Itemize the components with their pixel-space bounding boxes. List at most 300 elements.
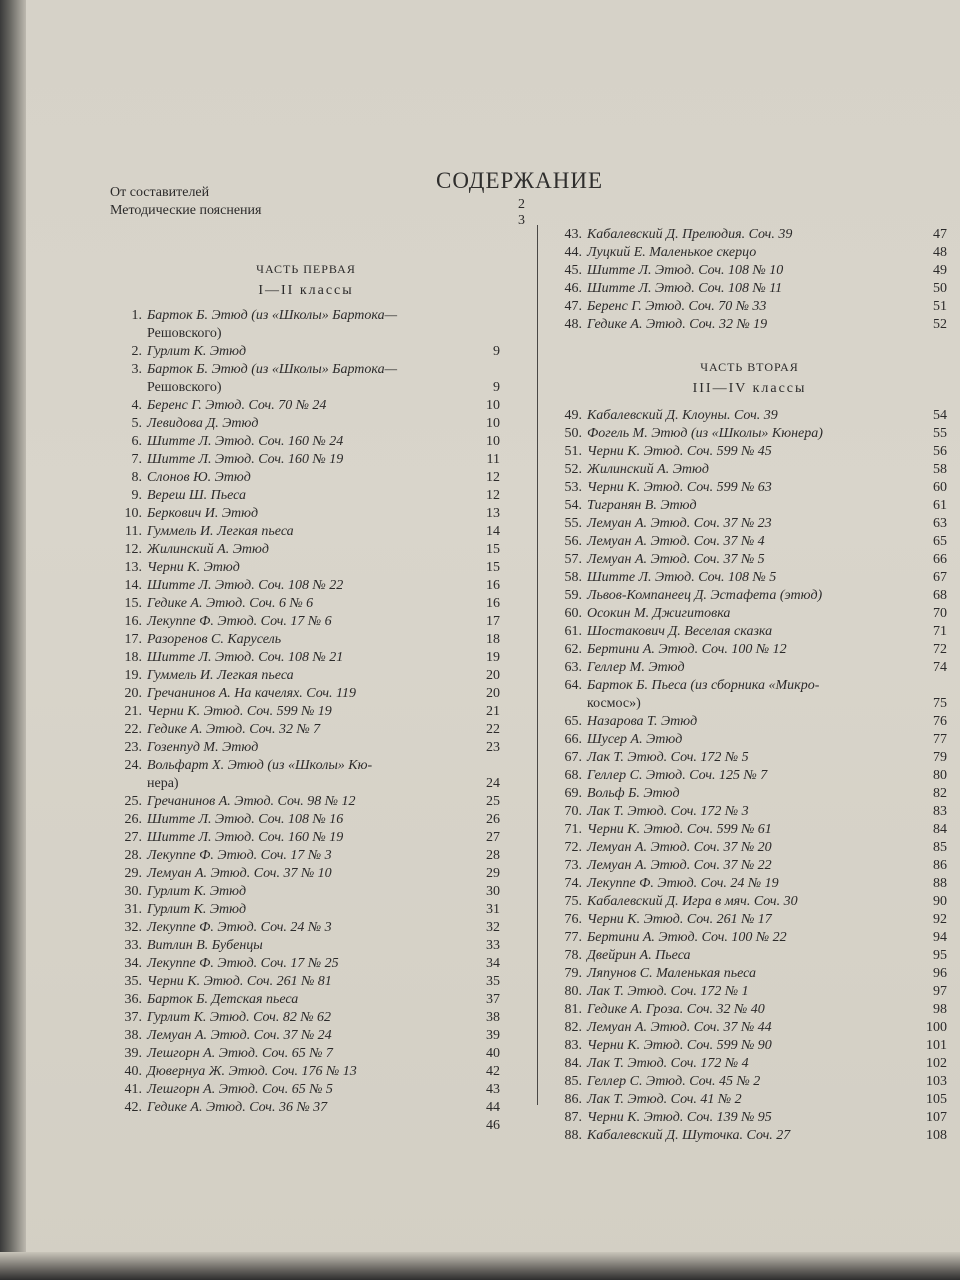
toc-entry-title: Лемуан А. Этюд. Соч. 37 № 5 bbox=[587, 552, 765, 567]
toc-entry bbox=[112, 865, 500, 883]
toc-entry-page: 13 bbox=[486, 506, 500, 521]
page-bottom-edge bbox=[0, 1252, 960, 1280]
toc-entry-page: 35 bbox=[486, 974, 500, 989]
toc-entry-number: 81. bbox=[564, 1002, 582, 1017]
toc-entry-page: 21 bbox=[486, 704, 500, 719]
toc-entry bbox=[552, 569, 947, 587]
toc-entry bbox=[112, 343, 500, 361]
toc-entry bbox=[112, 577, 500, 595]
toc-entry-number: 77. bbox=[564, 930, 582, 945]
toc-entry-page: 75 bbox=[933, 696, 947, 711]
toc-entry-page: 105 bbox=[926, 1092, 947, 1107]
toc-entry-title: Лак Т. Этюд. Соч. 41 № 2 bbox=[587, 1092, 742, 1107]
toc-entry bbox=[552, 785, 947, 803]
toc-entry bbox=[112, 667, 500, 685]
toc-entry bbox=[112, 703, 500, 721]
toc-entry-page: 100 bbox=[926, 1020, 947, 1035]
toc-entry-page: 12 bbox=[486, 488, 500, 503]
toc-entry bbox=[112, 487, 500, 505]
toc-entry-title: Лемуан А. Этюд. Соч. 37 № 23 bbox=[587, 516, 772, 531]
toc-entry bbox=[112, 847, 500, 865]
toc-entry-number: 14. bbox=[124, 578, 142, 593]
toc-entry-number: 69. bbox=[564, 786, 582, 801]
toc-entry bbox=[552, 515, 947, 533]
toc-entry-number: 19. bbox=[124, 668, 142, 683]
toc-entry bbox=[552, 983, 947, 1001]
toc-entry-page: 9 bbox=[493, 344, 500, 359]
front-item-label: От составителей bbox=[110, 185, 210, 200]
toc-entry bbox=[552, 767, 947, 785]
toc-entry-number: 85. bbox=[564, 1074, 582, 1089]
toc-entry-title: Вольф Б. Этюд bbox=[587, 786, 680, 801]
toc-entry-page: 27 bbox=[486, 830, 500, 845]
toc-entry-page: 86 bbox=[933, 858, 947, 873]
toc-entry bbox=[552, 1073, 947, 1091]
front-matter bbox=[110, 184, 525, 228]
toc-entry bbox=[112, 361, 500, 397]
toc-entry-number: 64. bbox=[564, 678, 582, 693]
toc-entry-page: 11 bbox=[486, 452, 500, 467]
toc-entry-title: Лак Т. Этюд. Соч. 172 № 4 bbox=[587, 1056, 749, 1071]
toc-entry-number: 3. bbox=[131, 362, 142, 377]
toc-entry bbox=[112, 649, 500, 667]
toc-entry-page: 33 bbox=[486, 938, 500, 953]
toc-entry-page: 17 bbox=[486, 614, 500, 629]
toc-entry-page: 9 bbox=[493, 380, 500, 395]
toc-entry-page: 42 bbox=[486, 1064, 500, 1079]
toc-entry-page: 72 bbox=[933, 642, 947, 657]
toc-entry-page: 61 bbox=[933, 498, 947, 513]
toc-entry-number: 45. bbox=[564, 263, 582, 278]
toc-entry-title: Гедике А. Этюд. Соч. 36 № 37 bbox=[147, 1100, 328, 1115]
toc-entry-number: 31. bbox=[124, 902, 142, 917]
toc-entry-title: Гурлит К. Этюд bbox=[147, 902, 247, 917]
toc-entry-number: 39. bbox=[124, 1046, 142, 1061]
toc-entry-page: 76 bbox=[933, 714, 947, 729]
toc-entry-number: 58. bbox=[564, 570, 582, 585]
toc-entry bbox=[112, 469, 500, 487]
toc-entry bbox=[552, 407, 947, 425]
toc-entry-page: 47 bbox=[933, 227, 947, 242]
toc-entry bbox=[552, 316, 947, 334]
toc-entry-number: 44. bbox=[564, 245, 582, 260]
toc-entry bbox=[552, 461, 947, 479]
toc-entry-number: 11. bbox=[125, 524, 142, 539]
toc-entry-page: 60 bbox=[933, 480, 947, 495]
toc-entry-title: Барток Б. Детская пьеса bbox=[147, 992, 299, 1007]
toc-entry bbox=[112, 919, 500, 937]
toc-entry-title: Шитте Л. Этюд. Соч. 108 № 21 bbox=[147, 650, 344, 665]
toc-entry-number: 38. bbox=[124, 1028, 142, 1043]
toc-entry bbox=[112, 595, 500, 613]
toc-entry-number: 71. bbox=[564, 822, 582, 837]
toc-entry-page: 48 bbox=[933, 245, 947, 260]
toc-entry-number: 37. bbox=[124, 1010, 142, 1025]
toc-entry-number: 29. bbox=[124, 866, 142, 881]
toc-entry bbox=[112, 1063, 500, 1081]
toc-entry-number: 6. bbox=[131, 434, 142, 449]
toc-entry-title: Осокин М. Джигитовка bbox=[587, 606, 731, 621]
toc-entry-title: Беркович И. Этюд bbox=[147, 506, 259, 521]
toc-entry-title: Лекуппе Ф. Этюд. Соч. 17 № 25 bbox=[147, 956, 339, 971]
toc-entry-number: 49. bbox=[564, 408, 582, 423]
toc-entry-number: 47. bbox=[564, 299, 582, 314]
toc-entry-page: 88 bbox=[933, 876, 947, 891]
toc-entry-title: Разоренов С. Карусель bbox=[147, 632, 282, 647]
toc-entry-number: 62. bbox=[564, 642, 582, 657]
toc-entry-number: 20. bbox=[124, 686, 142, 701]
toc-entry-page: 43 bbox=[486, 1082, 500, 1097]
toc-entry-number: 65. bbox=[564, 714, 582, 729]
toc-entry-title: Левидова Д. Этюд bbox=[147, 416, 259, 431]
page-edge-shadow bbox=[0, 0, 26, 1280]
toc-entry-title: Лак Т. Этюд. Соч. 172 № 5 bbox=[587, 750, 749, 765]
toc-entry-title: Беренс Г. Этюд. Соч. 70 № 24 bbox=[147, 398, 327, 413]
toc-entry-title: Двейрин А. Пьеса bbox=[587, 948, 691, 963]
toc-entry-number: 78. bbox=[564, 948, 582, 963]
toc-entry-page: 66 bbox=[933, 552, 947, 567]
toc-entry-page: 95 bbox=[933, 948, 947, 963]
toc-entry-title: Гозенпуд М. Этюд bbox=[147, 740, 259, 755]
toc-entry-title: Черни К. Этюд. Соч. 139 № 95 bbox=[587, 1110, 772, 1125]
toc-entry-page: 82 bbox=[933, 786, 947, 801]
toc-entry-page: 40 bbox=[486, 1046, 500, 1061]
toc-entry-number: 87. bbox=[564, 1110, 582, 1125]
toc-entry-page: 90 bbox=[933, 894, 947, 909]
toc-entry bbox=[552, 731, 947, 749]
part-one-list bbox=[112, 307, 500, 1135]
toc-entry-title: Шитте Л. Этюд. Соч. 108 № 10 bbox=[587, 263, 784, 278]
toc-entry-title: Гречанинов А. На качелях. Соч. 119 bbox=[147, 686, 357, 701]
toc-entry bbox=[112, 559, 500, 577]
toc-entry-page: 85 bbox=[933, 840, 947, 855]
toc-entry-page: 96 bbox=[933, 966, 947, 981]
toc-entry-number: 2. bbox=[131, 344, 142, 359]
toc-entry-title: Гедике А. Этюд. Соч. 32 № 7 bbox=[147, 722, 321, 737]
toc-entry-title: Бертини А. Этюд. Соч. 100 № 22 bbox=[587, 930, 787, 945]
toc-entry-page: 65 bbox=[933, 534, 947, 549]
toc-entry-number: 56. bbox=[564, 534, 582, 549]
toc-entry-page: 108 bbox=[926, 1128, 947, 1143]
toc-entry bbox=[112, 1081, 500, 1099]
toc-entry-page: 56 bbox=[933, 444, 947, 459]
toc-entry-page: 29 bbox=[486, 866, 500, 881]
toc-entry-title: Черни К. Этюд. Соч. 599 № 45 bbox=[587, 444, 772, 459]
toc-entry-number: 16. bbox=[124, 614, 142, 629]
toc-entry bbox=[112, 541, 500, 559]
toc-entry-page: 20 bbox=[486, 686, 500, 701]
toc-entry-number: 24. bbox=[124, 758, 142, 773]
toc-entry-title: Черни К. Этюд bbox=[147, 560, 240, 575]
toc-entry-number: 43. bbox=[564, 227, 582, 242]
toc-entry-title: Ляпунов С. Маленькая пьеса bbox=[587, 966, 756, 981]
toc-entry-number: 4. bbox=[131, 398, 142, 413]
toc-entry-page: 77 bbox=[933, 732, 947, 747]
toc-entry-title: Лак Т. Этюд. Соч. 172 № 1 bbox=[587, 984, 749, 999]
toc-entry-number: 75. bbox=[564, 894, 582, 909]
toc-entry-number: 25. bbox=[124, 794, 142, 809]
toc-entry-number: 33. bbox=[124, 938, 142, 953]
toc-entry-page: 46 bbox=[486, 1118, 500, 1133]
toc-entry-title: Черни К. Этюд. Соч. 599 № 19 bbox=[147, 704, 332, 719]
toc-entry-page: 22 bbox=[486, 722, 500, 737]
toc-entry bbox=[112, 397, 500, 415]
toc-entry-page: 103 bbox=[926, 1074, 947, 1089]
toc-entry-page: 38 bbox=[486, 1010, 500, 1025]
toc-entry-title: Барток Б. Пьеса (из сборника «Микро- bbox=[587, 678, 820, 693]
toc-entry-title: Витлин В. Бубенцы bbox=[147, 938, 263, 953]
toc-entry bbox=[552, 803, 947, 821]
toc-entry bbox=[552, 965, 947, 983]
toc-entry bbox=[112, 901, 500, 919]
toc-entry-title: Лешгорн А. Этюд. Соч. 65 № 5 bbox=[147, 1082, 333, 1097]
column-divider bbox=[537, 225, 538, 1105]
toc-entry-page: 14 bbox=[486, 524, 500, 539]
toc-entry-page: 34 bbox=[486, 956, 500, 971]
toc-entry bbox=[552, 641, 947, 659]
toc-entry-title: Кабалевский Д. Игра в мяч. Соч. 30 bbox=[587, 894, 798, 909]
toc-entry bbox=[552, 1001, 947, 1019]
toc-entry bbox=[552, 893, 947, 911]
toc-entry-title: Гедике А. Гроза. Соч. 32 № 40 bbox=[587, 1002, 765, 1017]
toc-entry-title: Тигранян В. Этюд bbox=[587, 498, 697, 513]
toc-entry bbox=[552, 533, 947, 551]
toc-entry bbox=[112, 793, 500, 811]
toc-entry-page: 102 bbox=[926, 1056, 947, 1071]
toc-entry-title: Гуммель И. Легкая пьеса bbox=[147, 668, 294, 683]
toc-entry bbox=[112, 883, 500, 901]
toc-entry-number: 79. bbox=[564, 966, 582, 981]
toc-entry bbox=[552, 605, 947, 623]
toc-entry bbox=[552, 749, 947, 767]
toc-entry-number: 59. bbox=[564, 588, 582, 603]
toc-entry bbox=[552, 677, 947, 713]
toc-entry-number: 34. bbox=[124, 956, 142, 971]
toc-entry-title: Вереш Ш. Пьеса bbox=[147, 488, 247, 503]
toc-entry-number: 41. bbox=[124, 1082, 142, 1097]
toc-entry-title: Луцкий Е. Маленькое скерцо bbox=[587, 245, 757, 260]
toc-entry-page: 19 bbox=[486, 650, 500, 665]
toc-entry-number: 23. bbox=[124, 740, 142, 755]
toc-entry bbox=[112, 1045, 500, 1063]
toc-entry bbox=[112, 739, 500, 757]
toc-entry-page: 15 bbox=[486, 560, 500, 575]
toc-entry bbox=[552, 947, 947, 965]
toc-entry bbox=[552, 226, 947, 244]
toc-entry-title: Дювернуа Ж. Этюд. Соч. 176 № 13 bbox=[147, 1064, 357, 1079]
toc-entry-number: 5. bbox=[131, 416, 142, 431]
toc-entry bbox=[112, 433, 500, 451]
toc-entry-page: 70 bbox=[933, 606, 947, 621]
toc-entry bbox=[552, 911, 947, 929]
toc-entry-title: Вольфарт Х. Этюд (из «Школы» Кю- bbox=[147, 758, 373, 773]
toc-entry-page: 30 bbox=[486, 884, 500, 899]
toc-entry-title: Черни К. Этюд. Соч. 261 № 17 bbox=[587, 912, 772, 927]
toc-entry-number: 72. bbox=[564, 840, 582, 855]
toc-entry-page: 58 bbox=[933, 462, 947, 477]
toc-entry-page: 107 bbox=[926, 1110, 947, 1125]
toc-entry bbox=[112, 307, 500, 343]
toc-entry-page: 83 bbox=[933, 804, 947, 819]
toc-entry-page: 98 bbox=[933, 1002, 947, 1017]
toc-entry-title: Лешгорн А. Этюд. Соч. 65 № 7 bbox=[147, 1046, 333, 1061]
toc-entry-title: Жилинский А. Этюд bbox=[587, 462, 709, 477]
toc-entry bbox=[112, 451, 500, 469]
toc-entry-page: 12 bbox=[486, 470, 500, 485]
toc-entry-title: Назарова Т. Этюд bbox=[587, 714, 698, 729]
toc-entry-page: 16 bbox=[486, 578, 500, 593]
toc-entry-page: 37 bbox=[486, 992, 500, 1007]
toc-entry-title: Барток Б. Этюд (из «Школы» Бартока— bbox=[147, 362, 398, 377]
toc-entry-title: Шостакович Д. Веселая сказка bbox=[587, 624, 773, 639]
part-two-list bbox=[552, 407, 947, 1145]
toc-entry-title: Шитте Л. Этюд. Соч. 160 № 19 bbox=[147, 452, 344, 467]
toc-entry-title: Кабалевский Д. Клоуны. Соч. 39 bbox=[587, 408, 778, 423]
toc-entry bbox=[112, 1117, 500, 1135]
toc-entry-number: 36. bbox=[124, 992, 142, 1007]
toc-entry-title: Барток Б. Этюд (из «Школы» Бартока— bbox=[147, 308, 398, 323]
toc-entry-number: 18. bbox=[124, 650, 142, 665]
toc-entry-page: 25 bbox=[486, 794, 500, 809]
toc-entry-title: Черни К. Этюд. Соч. 599 № 61 bbox=[587, 822, 772, 837]
front-item-page: 2 bbox=[518, 197, 525, 212]
toc-entry-title: Черни К. Этюд. Соч. 599 № 90 bbox=[587, 1038, 772, 1053]
toc-entry-number: 67. bbox=[564, 750, 582, 765]
toc-entry-page: 63 bbox=[933, 516, 947, 531]
toc-entry-number: 68. bbox=[564, 768, 582, 783]
toc-entry bbox=[112, 1027, 500, 1045]
toc-entry bbox=[552, 839, 947, 857]
toc-entry bbox=[552, 857, 947, 875]
toc-entry-page: 97 bbox=[933, 984, 947, 999]
toc-entry-title: Гречанинов А. Этюд. Соч. 98 № 12 bbox=[147, 794, 356, 809]
toc-entry bbox=[112, 613, 500, 631]
toc-entry-page: 15 bbox=[486, 542, 500, 557]
toc-entry bbox=[552, 1127, 947, 1145]
toc-entry-title: Шитте Л. Этюд. Соч. 108 № 5 bbox=[587, 570, 777, 585]
toc-entry-title: Лемуан А. Этюд. Соч. 37 № 24 bbox=[147, 1028, 332, 1043]
toc-entry-number: 55. bbox=[564, 516, 582, 531]
toc-entry-page: 32 bbox=[486, 920, 500, 935]
toc-entry-number: 73. bbox=[564, 858, 582, 873]
front-item-methodical-notes bbox=[110, 202, 525, 228]
toc-entry bbox=[112, 973, 500, 991]
toc-entry bbox=[552, 713, 947, 731]
toc-entry-title: Лемуан А. Этюд. Соч. 37 № 22 bbox=[587, 858, 772, 873]
toc-entry bbox=[552, 659, 947, 677]
toc-entry bbox=[552, 1091, 947, 1109]
toc-entry bbox=[112, 721, 500, 739]
toc-entry-title: Слонов Ю. Этюд bbox=[147, 470, 251, 485]
toc-entry bbox=[112, 415, 500, 433]
toc-entry bbox=[552, 821, 947, 839]
part-one-classes: I—II классы bbox=[258, 283, 354, 298]
toc-entry bbox=[112, 505, 500, 523]
toc-entry-page: 44 bbox=[486, 1100, 500, 1115]
toc-entry-title: Геллер М. Этюд bbox=[587, 660, 685, 675]
toc-entry-title: Жилинский А. Этюд bbox=[147, 542, 269, 557]
toc-entry-page: 52 bbox=[933, 317, 947, 332]
toc-entry-number: 84. bbox=[564, 1056, 582, 1071]
toc-entry bbox=[112, 1099, 500, 1117]
toc-entry-title: Черни К. Этюд. Соч. 261 № 81 bbox=[147, 974, 332, 989]
toc-entry-number: 76. bbox=[564, 912, 582, 927]
toc-entry bbox=[112, 937, 500, 955]
toc-entry-number: 54. bbox=[564, 498, 582, 513]
toc-entry-number: 42. bbox=[124, 1100, 142, 1115]
toc-entry-number: 83. bbox=[564, 1038, 582, 1053]
toc-entry-number: 27. bbox=[124, 830, 142, 845]
toc-entry-page: 71 bbox=[933, 624, 947, 639]
toc-entry-number: 8. bbox=[131, 470, 142, 485]
toc-entry bbox=[112, 757, 500, 793]
toc-entry bbox=[552, 1109, 947, 1127]
toc-entry-number: 51. bbox=[564, 444, 582, 459]
toc-entry-title: Беренс Г. Этюд. Соч. 70 № 33 bbox=[587, 299, 767, 314]
toc-entry bbox=[552, 875, 947, 893]
toc-entry-page: 20 bbox=[486, 668, 500, 683]
toc-entry-number: 40. bbox=[124, 1064, 142, 1079]
toc-entry-title: Лак Т. Этюд. Соч. 172 № 3 bbox=[587, 804, 749, 819]
toc-entry-title: Лекуппе Ф. Этюд. Соч. 17 № 6 bbox=[147, 614, 332, 629]
toc-entry bbox=[112, 829, 500, 847]
toc-entry bbox=[552, 1055, 947, 1073]
toc-entry bbox=[552, 1037, 947, 1055]
toc-entry-number: 28. bbox=[124, 848, 142, 863]
toc-entry-title: Фогель М. Этюд (из «Школы» Кюнера) bbox=[587, 426, 823, 441]
toc-entry-page: 26 bbox=[486, 812, 500, 827]
toc-entry-number: 21. bbox=[124, 704, 142, 719]
toc-entry-title: Шитте Л. Этюд. Соч. 108 № 16 bbox=[147, 812, 344, 827]
toc-entry-page: 67 bbox=[933, 570, 947, 585]
toc-entry-number: 32. bbox=[124, 920, 142, 935]
toc-entry-page: 28 bbox=[486, 848, 500, 863]
toc-entry-title: Лемуан А. Этюд. Соч. 37 № 4 bbox=[587, 534, 765, 549]
toc-entry bbox=[112, 955, 500, 973]
toc-entry-title: Геллер С. Этюд. Соч. 45 № 2 bbox=[587, 1074, 761, 1089]
toc-entry-page: 74 bbox=[933, 660, 947, 675]
toc-entry-number: 30. bbox=[124, 884, 142, 899]
toc-entry-number: 53. bbox=[564, 480, 582, 495]
toc-entry-number: 7. bbox=[131, 452, 142, 467]
toc-entry-title-continued: Решовского) bbox=[147, 380, 222, 395]
toc-entry-number: 35. bbox=[124, 974, 142, 989]
toc-entry bbox=[552, 244, 947, 262]
toc-entry bbox=[112, 685, 500, 703]
toc-entry-title: Лекуппе Ф. Этюд. Соч. 17 № 3 bbox=[147, 848, 332, 863]
toc-entry-title-continued: Решовского) bbox=[147, 326, 222, 341]
toc-entry-title-continued: космос») bbox=[587, 696, 641, 711]
toc-entry-title: Лемуан А. Этюд. Соч. 37 № 20 bbox=[587, 840, 772, 855]
toc-entry-title: Лемуан А. Этюд. Соч. 37 № 44 bbox=[587, 1020, 772, 1035]
toc-entry-title: Шусер А. Этюд bbox=[587, 732, 683, 747]
toc-entry-number: 48. bbox=[564, 317, 582, 332]
toc-entry-page: 24 bbox=[486, 776, 500, 791]
toc-entry-title: Гурлит К. Этюд bbox=[147, 884, 247, 899]
toc-entry-title: Гурлит К. Этюд. Соч. 82 № 62 bbox=[147, 1010, 332, 1025]
toc-entry-number: 57. bbox=[564, 552, 582, 567]
toc-entry-page: 49 bbox=[933, 263, 947, 278]
toc-entry-page: 50 bbox=[933, 281, 947, 296]
toc-entry-number: 15. bbox=[124, 596, 142, 611]
toc-entry-title: Лемуан А. Этюд. Соч. 37 № 10 bbox=[147, 866, 332, 881]
toc-entry-page: 68 bbox=[933, 588, 947, 603]
toc-entry bbox=[552, 587, 947, 605]
toc-entry-number: 50. bbox=[564, 426, 582, 441]
toc-entry-page: 55 bbox=[933, 426, 947, 441]
toc-entry-page: 10 bbox=[486, 434, 500, 449]
toc-entry-number: 74. bbox=[564, 876, 582, 891]
